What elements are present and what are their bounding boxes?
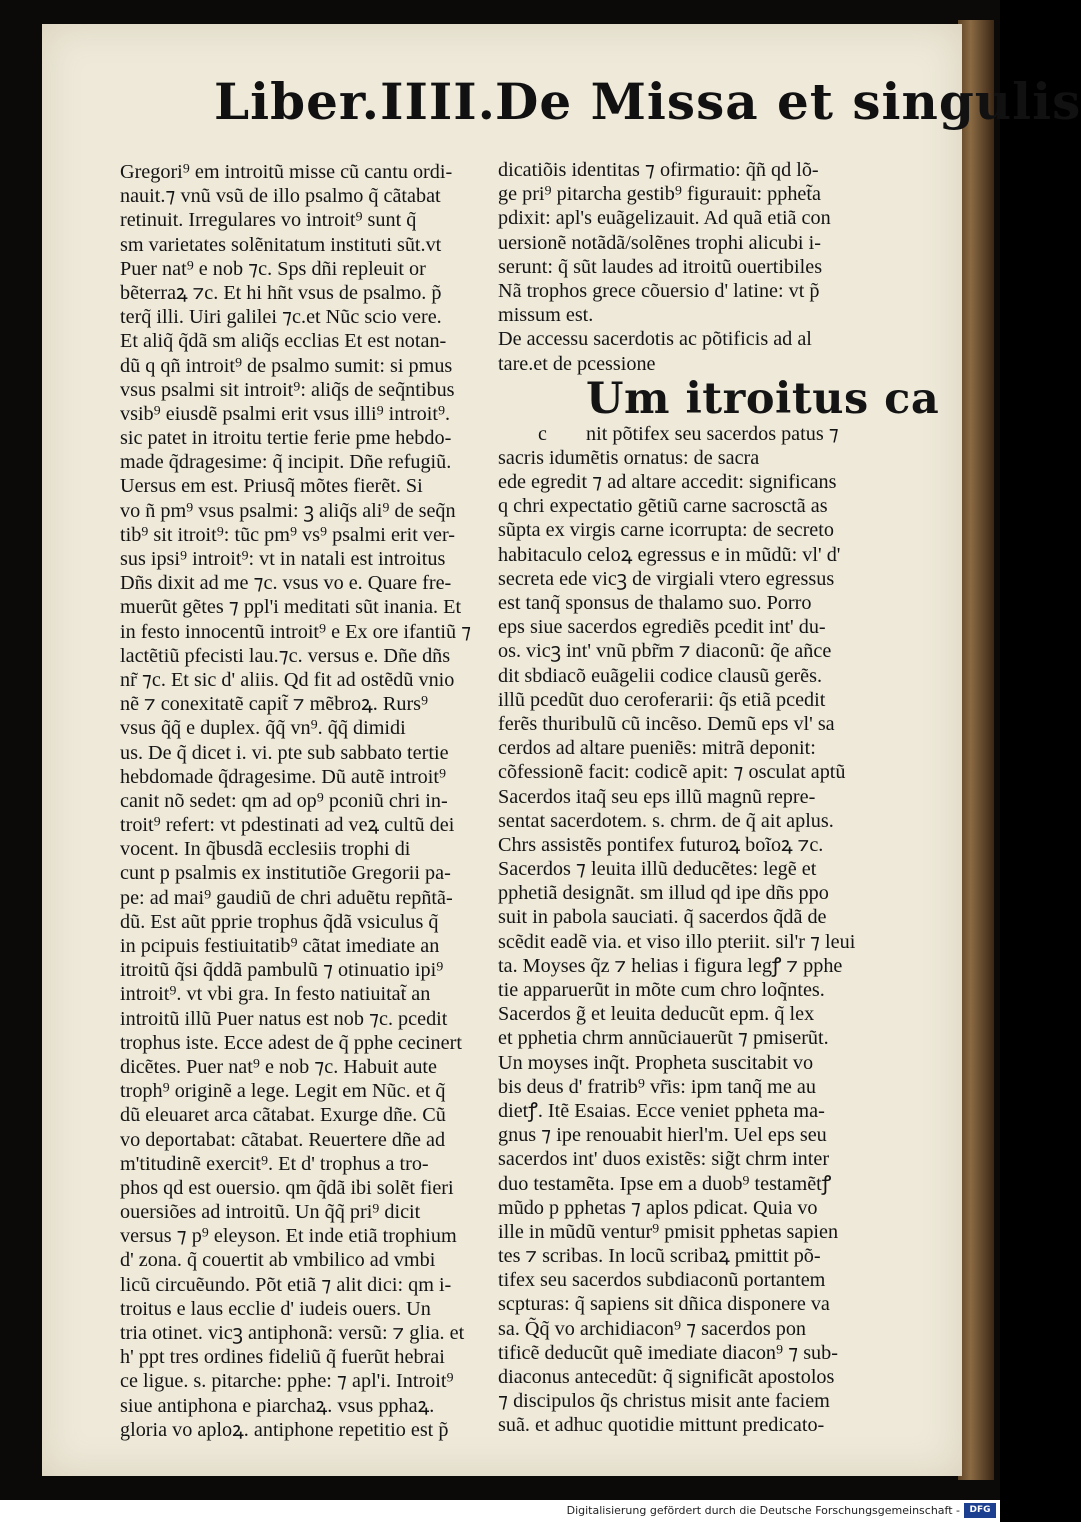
- text-line: tie apparuerũt in mõte cum chro loq̃ntes.: [498, 979, 825, 1001]
- text-line: tifex seu sacerdos subdiaconũ portantem: [498, 1269, 826, 1292]
- text-line: ouersiões ad introitũ. Un q̃q̃ pri⁹ dicit: [120, 1201, 421, 1224]
- text-line: cerdos ad altare pueniẽs: mitrã deponit:: [498, 737, 816, 760]
- text-line: versus ⁊ p⁹ eleyson. Et inde etiã trophium: [120, 1225, 457, 1248]
- text-line: licũ circuẽundo. Põt etiã ⁊ alit dici: qm i-: [120, 1273, 452, 1296]
- initial-letter: c: [538, 422, 547, 445]
- running-head-left: Liber.IIII.: [214, 72, 497, 131]
- text-line: habitaculo celoꝝ egressus e in mũdũ: vl' d': [498, 543, 841, 566]
- text-line: in pcipuis festiuitatib⁹ cãtat imediate an: [120, 935, 440, 957]
- initial-line-text: nit põtifex seu sacerdos patus ⁊: [586, 422, 839, 445]
- text-line: Puer nat⁹ e nob ⁊c. Sps dñi repleuit or: [120, 257, 426, 280]
- text-line: tes ⁊ scribas. In locũ scribaꝝ pmittit põ-: [498, 1245, 821, 1268]
- text-line: Un moyses inq̃t. Propheta suscitabit vo: [498, 1051, 814, 1074]
- text-line: hebdomade q̃dragesime. Dũ autẽ introit⁹: [120, 765, 447, 788]
- text-line: De accessu sacerdotis ac põtificis ad al: [498, 328, 812, 351]
- text-line: cunt p psalmis ex institutiõe Gregorii pa-: [120, 862, 451, 885]
- text-line: Sacerdos g̃ et leuita deducũt epm. q̃ lex: [498, 1003, 815, 1026]
- text-line: et pphetia chrm annũciauerũt ⁊ pmiserũt.: [498, 1027, 829, 1050]
- text-line: dietꝭ. Itẽ Esaias. Ecce veniet ppheta ma-: [498, 1099, 825, 1122]
- dfg-logo: DFG: [964, 1503, 996, 1518]
- text-line: ille in mũdũ ventur⁹ pmisit pphetas sapien: [498, 1220, 839, 1243]
- text-line: Sacerdos itaq̃ seu eps illũ magnũ repre-: [498, 785, 816, 808]
- text-line: dit sbdiacõ euãgelii codice clausũ gerẽs.: [498, 664, 822, 687]
- text-line: muerũt gẽtes ⁊ ppl'i meditati sũt inania. Et: [120, 596, 462, 619]
- text-line: bis deus d' fratrib⁹ vr̃is: ipm tanq̃ me au: [498, 1075, 816, 1098]
- text-line: est tanq̃ sponsus de thalamo suo. Porro: [498, 592, 812, 614]
- text-line: tria otinet. vicꝫ antiphonã: versũ: ⁊ glia. et: [120, 1322, 465, 1344]
- text-line: sentat sacerdotem. s. chrm. de q̃ ait aplus.: [498, 809, 834, 832]
- text-line: gloria vo aploꝝ. antiphone repetitio est p̃: [120, 1418, 449, 1441]
- right-column-body: [498, 446, 922, 1438]
- text-line: m'titudinẽ exercit⁹. Et d' trophus a tro-: [120, 1152, 429, 1175]
- text-line: sic patet in itroitu tertie ferie pme hebdo-: [120, 427, 452, 450]
- text-line: serunt: q̃ sũt laudes ad itroitũ ouertibiles: [498, 255, 823, 278]
- text-line: dũ q qñ introit⁹ de psalmo sumit: si pmus: [120, 354, 453, 377]
- text-line: bẽterraꝝ ⁊c. Et hi hñt vsus de psalmo. p̃: [120, 281, 442, 304]
- text-line: gnus ⁊ ipe renouabit hierl'm. Uel eps seu: [498, 1124, 827, 1147]
- text-line: eps siue sacerdos egrediẽs pcedit int' du-: [498, 616, 826, 639]
- text-line: ferẽs thuribulũ cũ incẽso. Demũ eps vl' sa: [498, 712, 835, 735]
- text-line: duo testamẽta. Ipse em a duob⁹ testamẽtꝭ: [498, 1172, 832, 1195]
- text-line: pphetiã designãt. sm illud qd ipe dñs ppo: [498, 882, 829, 905]
- text-line: q chri expectatio gẽtiũ carne sacrosctã as: [498, 495, 828, 518]
- initial-line: [498, 422, 922, 446]
- text-line: diaconus antecedũt: q̃ significãt apostolos: [498, 1366, 835, 1388]
- text-line: trophus iste. Ecce adest de q̃ pphe cecinert: [120, 1031, 462, 1054]
- text-line: d' zona. q̃ couertit ab vmbilico ad vmbi: [120, 1249, 436, 1272]
- text-line: vo deportabat: cãtabat. Reuertere dñe ad: [120, 1128, 446, 1151]
- text-line: suã. et adhuc quotidie mittunt predicato-: [498, 1414, 825, 1437]
- text-line: sacris idumẽtis ornatus: de sacra: [498, 446, 760, 469]
- text-line: mũdo p pphetas ⁊ aplos pdicat. Quia vo: [498, 1196, 818, 1219]
- text-line: dũ eleuaret arca cãtabat. Exurge dñe. Cũ: [120, 1104, 446, 1127]
- chapter-opening: [498, 373, 940, 446]
- text-line: troph⁹ originẽ a lege. Legit em Nũc. et q̃: [120, 1080, 446, 1103]
- text-line: os. vicꝫ int' vnũ pbr̃m ⁊ diaconũ: q̃e añce: [498, 640, 832, 663]
- text-line: scẽdit eadẽ via. et viso illo pteriit. sil'r ⁊ leui: [498, 930, 856, 953]
- text-line: secreta ede vicꝫ de virgiali vtero egressus: [498, 567, 835, 590]
- chapter-incipit: Um itroitus ca: [586, 373, 940, 424]
- text-line: troitus e laus ecclie d' iudeis ouers. Un: [120, 1297, 431, 1320]
- left-text-column: [120, 160, 530, 1442]
- text-line: tare.et de pcessione: [498, 352, 656, 375]
- text-line: pdixit: apl's euãgelizauit. Ad quã etiã con: [498, 207, 831, 230]
- text-line: Chrs assistẽs pontifex futuroꝝ boĩoꝝ ⁊c.: [498, 833, 824, 856]
- text-line: cõfessionẽ facit: codicẽ apit: ⁊ osculat aptũ: [498, 761, 846, 784]
- footer-bar: [0, 1500, 1000, 1522]
- text-line: suit in pabola sauciati. q̃ sacerdos q̃dã de: [498, 906, 827, 929]
- right-text-column: [498, 158, 940, 1438]
- text-line: ede egredit ⁊ ad altare accedit: significans: [498, 471, 837, 494]
- text-line: missum est.: [498, 304, 594, 327]
- text-line: tificẽ deducũt quẽ imediate diacon⁹ ⁊ sub-: [498, 1341, 838, 1364]
- text-line: scpturas: q̃ sapiens sit dñica disponere va: [498, 1293, 830, 1316]
- text-line: vsus psalmi sit introit⁹: aliq̃s de seq̃ntibus: [120, 378, 455, 401]
- text-line: ⁊ discipulos q̃s christus misit ante faciem: [498, 1390, 830, 1413]
- text-line: Et aliq̃ q̃dã sm aliq̃s ecclias Et est notan-: [120, 330, 447, 353]
- text-line: Gregori⁹ em introitũ misse cũ cantu ordi-: [120, 161, 453, 183]
- text-line: sa. Q̃q̃ vo archidiacon⁹ ⁊ sacerdos pon: [498, 1317, 807, 1340]
- text-line: in festo innocentũ introit⁹ e Ex ore ifantiũ ⁊: [120, 620, 472, 643]
- running-head-right: De Missa et singulis: [495, 72, 1081, 131]
- text-line: made q̃dragesime: q̃ incipit. Dñe refugiũ.: [120, 451, 452, 474]
- text-line: nauit.⁊ vnũ vsũ de illo psalmo q̃ cãtabat: [120, 185, 441, 208]
- text-line: Dñs dixit ad me ⁊c. vsus vo e. Quare fre-: [120, 572, 452, 595]
- text-line: retinuit. Irregulares vo introit⁹ sunt q̃: [120, 209, 417, 232]
- text-line: uersionẽ notãdã/solẽnes trophi alicubi i-: [498, 231, 821, 254]
- text-line: phos qd est ouersio. qm q̃dã ibi solẽt fieri: [120, 1176, 454, 1199]
- text-line: sũpta ex virgis carne icorrupta: de secreto: [498, 519, 834, 542]
- text-line: sacerdos int' duos existẽs: sig̃t chrm inter: [498, 1148, 830, 1171]
- text-line: Sacerdos ⁊ leuita illũ deducẽtes: legẽ et: [498, 858, 817, 881]
- text-line: dicatiõis identitas ⁊ ofirmatio: q̃ñ qd lõ-: [498, 159, 819, 181]
- text-line: introitũ illũ Puer natus est nob ⁊c. pcedit: [120, 1007, 448, 1030]
- text-line: vsus q̃q̃ e duplex. q̃q̃ vn⁹. q̃q̃ dimidi: [120, 717, 406, 740]
- chapter-heading: [498, 327, 922, 375]
- right-column-top-lines: [498, 158, 922, 327]
- text-line: sm varietates solẽnitatum instituti sũt.vt: [120, 233, 442, 256]
- text-line: ta. Moyses q̃z ⁊ helias i figura legꝭ ⁊ pphe: [498, 954, 843, 977]
- text-line: canit nõ sedet: qm ad op⁹ pconiũ chri in-: [120, 789, 448, 812]
- text-line: terq̃ illi. Uiri galilei ⁊c.et Nũc scio vere.: [120, 306, 442, 329]
- text-line: introit⁹. vt vbi gra. In festo natiuitat̃ an: [120, 983, 431, 1006]
- text-line: us. De q̃ dicet i. vi. pte sub sabbato tertie: [120, 741, 449, 764]
- text-line: pe: ad mai⁹ gaudiũ de chri aduẽtu repñtã-: [120, 886, 453, 909]
- text-line: h' ppt tres ordines fideliũ q̃ fuerũt hebrai: [120, 1346, 445, 1369]
- text-line: illũ pcedũt duo ceroferarii: q̃s etiã pcedit: [498, 688, 826, 711]
- funding-notice: Digitalisierung gefördert durch die Deutsche Forschungsgemeinschaft -: [566, 1504, 960, 1517]
- text-line: sus ipsi⁹ introit⁹: vt in natali est introitus: [120, 548, 446, 570]
- text-line: vo ñ pm⁹ vsus psalmi: ꝫ aliq̃s ali⁹ de seq̃n: [120, 499, 456, 522]
- book-edge: [958, 20, 994, 1480]
- text-line: Nã trophos grece cõuersio d' latine: vt p̃: [498, 279, 820, 302]
- text-line: ce ligue. s. pitarche: pphe: ⁊ apl'i. Introit⁹: [120, 1370, 454, 1393]
- text-line: dũ. Est aũt pprie trophus q̃dã vsiculus q̃: [120, 910, 439, 933]
- text-line: dicẽtes. Puer nat⁹ e nob ⁊c. Habuit aute: [120, 1055, 437, 1078]
- text-line: tib⁹ sit itroit⁹: tũc pm⁹ vs⁹ psalmi erit ver-: [120, 523, 456, 546]
- text-line: lactẽtiũ pfecisti lau.⁊c. versus e. Dñe dñs: [120, 644, 451, 667]
- text-line: Uersus em est. Priusq̃ mõtes fierẽt. Si: [120, 475, 423, 498]
- text-line: ge pri⁹ pitarcha gestib⁹ figurauit: pphet̃a: [498, 183, 821, 206]
- text-line: nẽ ⁊ conexitatẽ capit̃ ⁊ mẽbroꝝ. Rurs⁹: [120, 693, 429, 716]
- text-line: troit⁹ refert: vt pdestinati ad veꝝ cultũ dei: [120, 814, 455, 837]
- text-line: vocent. In q̃busdã ecclesiis trophi di: [120, 838, 411, 861]
- text-line: vsib⁹ eiusdẽ psalmi erit vsus illi⁹ introit⁹.: [120, 402, 451, 425]
- text-line: nr̃ ⁊c. Et sic d' aliis. Qd fit ad ostẽdũ vnio: [120, 668, 455, 691]
- text-line: siue antiphona e piarchaꝝ. vsus pphaꝝ.: [120, 1394, 435, 1417]
- text-line: itroitũ q̃si q̃ddã pambulũ ⁊ otinuatio ipi⁹: [120, 959, 444, 982]
